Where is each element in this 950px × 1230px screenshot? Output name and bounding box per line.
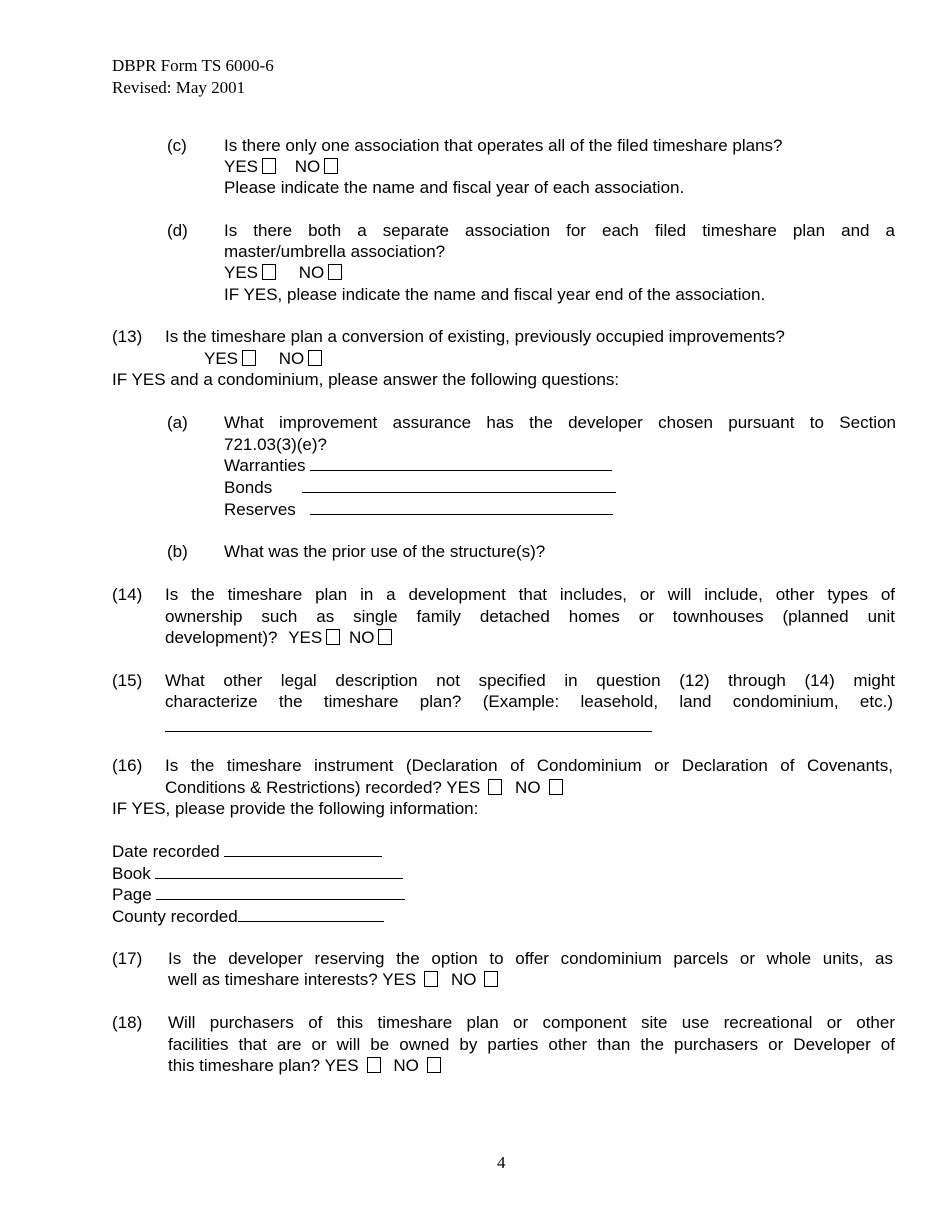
yes-label: YES xyxy=(324,1056,359,1075)
yes-label: YES xyxy=(204,349,239,368)
no-label: NO xyxy=(393,1056,419,1075)
q17-yes-checkbox[interactable] xyxy=(424,971,438,987)
q12c-text: Is there only one association that operates all of the filed timeshare plans? xyxy=(224,136,783,155)
q17-line2 xyxy=(168,969,506,991)
q15-answer-field[interactable] xyxy=(165,716,652,732)
yes-label: YES xyxy=(288,628,323,647)
yes-label: YES xyxy=(224,157,259,176)
q13-number: (13) xyxy=(112,327,143,346)
q15-line2: characterize the timeshare plan? (Example: leasehold, land condominium, etc.) xyxy=(165,692,893,711)
q12d-yes-checkbox[interactable] xyxy=(262,264,276,280)
q18-yes-checkbox[interactable] xyxy=(367,1057,381,1073)
q13-followup: IF YES and a condominium, please answer the following questions: xyxy=(112,370,620,389)
q14-line2: ownership such as single family detached homes or townhouses (planned unit xyxy=(165,607,895,626)
q12c-answer xyxy=(224,156,342,178)
revision-date: Revised: May 2001 xyxy=(112,78,246,97)
warranties-field[interactable] xyxy=(310,455,612,471)
book-label: Book xyxy=(112,864,151,883)
q18-line3-text: this timeshare plan? xyxy=(168,1056,321,1075)
bonds-row xyxy=(224,477,616,499)
q14-no-checkbox[interactable] xyxy=(378,629,392,645)
q12d-note: IF YES, please indicate the name and fiscal year end of the association. xyxy=(224,285,766,304)
no-label: NO xyxy=(294,157,321,176)
q13a-line1: What improvement assurance has the developer chosen pursuant to Section xyxy=(224,413,896,432)
warranties-label: Warranties xyxy=(224,456,306,475)
reserves-row xyxy=(224,499,613,521)
q17-line1: Is the developer reserving the option to offer condominium parcels or whole units, as xyxy=(168,949,893,968)
no-label: NO xyxy=(515,778,541,797)
reserves-label: Reserves xyxy=(224,500,296,519)
yes-label: YES xyxy=(224,263,259,282)
page-row xyxy=(112,884,405,906)
q13b-label: (b) xyxy=(167,542,188,561)
q12c-label: (c) xyxy=(167,136,187,155)
q13-yes-checkbox[interactable] xyxy=(242,350,256,366)
q16-number: (16) xyxy=(112,756,143,775)
q16-yes-checkbox[interactable] xyxy=(488,779,502,795)
bonds-field[interactable] xyxy=(302,477,616,493)
q13a-label: (a) xyxy=(167,413,188,432)
q18-line2: facilities that are or will be owned by parties other than the purchasers or Developer of xyxy=(168,1035,895,1054)
county-recorded-label: County recorded xyxy=(112,907,238,926)
warranties-row xyxy=(224,455,612,477)
page-label: Page xyxy=(112,885,152,904)
q12c-no-checkbox[interactable] xyxy=(324,158,338,174)
county-recorded-row xyxy=(112,906,384,928)
q16-followup: IF YES, please provide the following information: xyxy=(112,799,479,818)
q14-line1: Is the timeshare plan in a development that includes, or will include, other types of xyxy=(165,585,895,604)
q12c-note: Please indicate the name and fiscal year of each association. xyxy=(224,178,685,197)
q14-line3 xyxy=(165,627,396,649)
date-recorded-field[interactable] xyxy=(224,841,382,857)
no-label: NO xyxy=(278,349,305,368)
q12d-no-checkbox[interactable] xyxy=(328,264,342,280)
date-recorded-label: Date recorded xyxy=(112,842,220,861)
q17-number: (17) xyxy=(112,949,143,968)
q14-number: (14) xyxy=(112,585,143,604)
q16-no-checkbox[interactable] xyxy=(549,779,563,795)
q18-number: (18) xyxy=(112,1013,143,1032)
q16-line2 xyxy=(165,777,571,799)
q18-no-checkbox[interactable] xyxy=(427,1057,441,1073)
q13a-line2: 721.03(3)(e)? xyxy=(224,435,328,454)
q13-answer xyxy=(204,348,326,370)
q17-line2-text: well as timeshare interests? xyxy=(168,970,378,989)
q17-no-checkbox[interactable] xyxy=(484,971,498,987)
book-row xyxy=(112,863,403,885)
q12c-yes-checkbox[interactable] xyxy=(262,158,276,174)
bonds-label: Bonds xyxy=(224,478,273,497)
q18-line1: Will purchasers of this timeshare plan or component site use recreational or other xyxy=(168,1013,895,1032)
form-id: DBPR Form TS 6000-6 xyxy=(112,56,274,75)
q15-number: (15) xyxy=(112,671,143,690)
yes-label: YES xyxy=(382,970,417,989)
q13b-text: What was the prior use of the structure(s)? xyxy=(224,542,546,561)
q13-no-checkbox[interactable] xyxy=(308,350,322,366)
q14-line3-text: development)? xyxy=(165,628,278,647)
q12d-answer xyxy=(224,262,346,284)
county-recorded-field[interactable] xyxy=(238,906,384,922)
yes-label: YES xyxy=(446,778,481,797)
date-recorded-row xyxy=(112,841,382,863)
q12d-label: (d) xyxy=(167,221,188,240)
q14-yes-checkbox[interactable] xyxy=(326,629,340,645)
no-label: NO xyxy=(450,970,477,989)
q13-text: Is the timeshare plan a conversion of existing, previously occupied improvements? xyxy=(165,327,785,346)
page-field[interactable] xyxy=(156,884,405,900)
q12d-line2: master/umbrella association? xyxy=(224,242,446,261)
no-label: NO xyxy=(298,263,325,282)
no-label: NO xyxy=(348,628,375,647)
q16-line1: Is the timeshare instrument (Declaration of Condominium or Declaration of Covenants, xyxy=(165,756,893,775)
q12d-line1: Is there both a separate association for each filed timeshare plan and a xyxy=(224,221,895,240)
reserves-field[interactable] xyxy=(310,499,613,515)
q16-line2-text: Conditions & Restrictions) recorded? xyxy=(165,778,442,797)
q15-line1: What other legal description not specified in question (12) through (14) might xyxy=(165,671,895,690)
q18-line3 xyxy=(168,1055,449,1077)
book-field[interactable] xyxy=(155,863,403,879)
page-number: 4 xyxy=(497,1153,506,1172)
